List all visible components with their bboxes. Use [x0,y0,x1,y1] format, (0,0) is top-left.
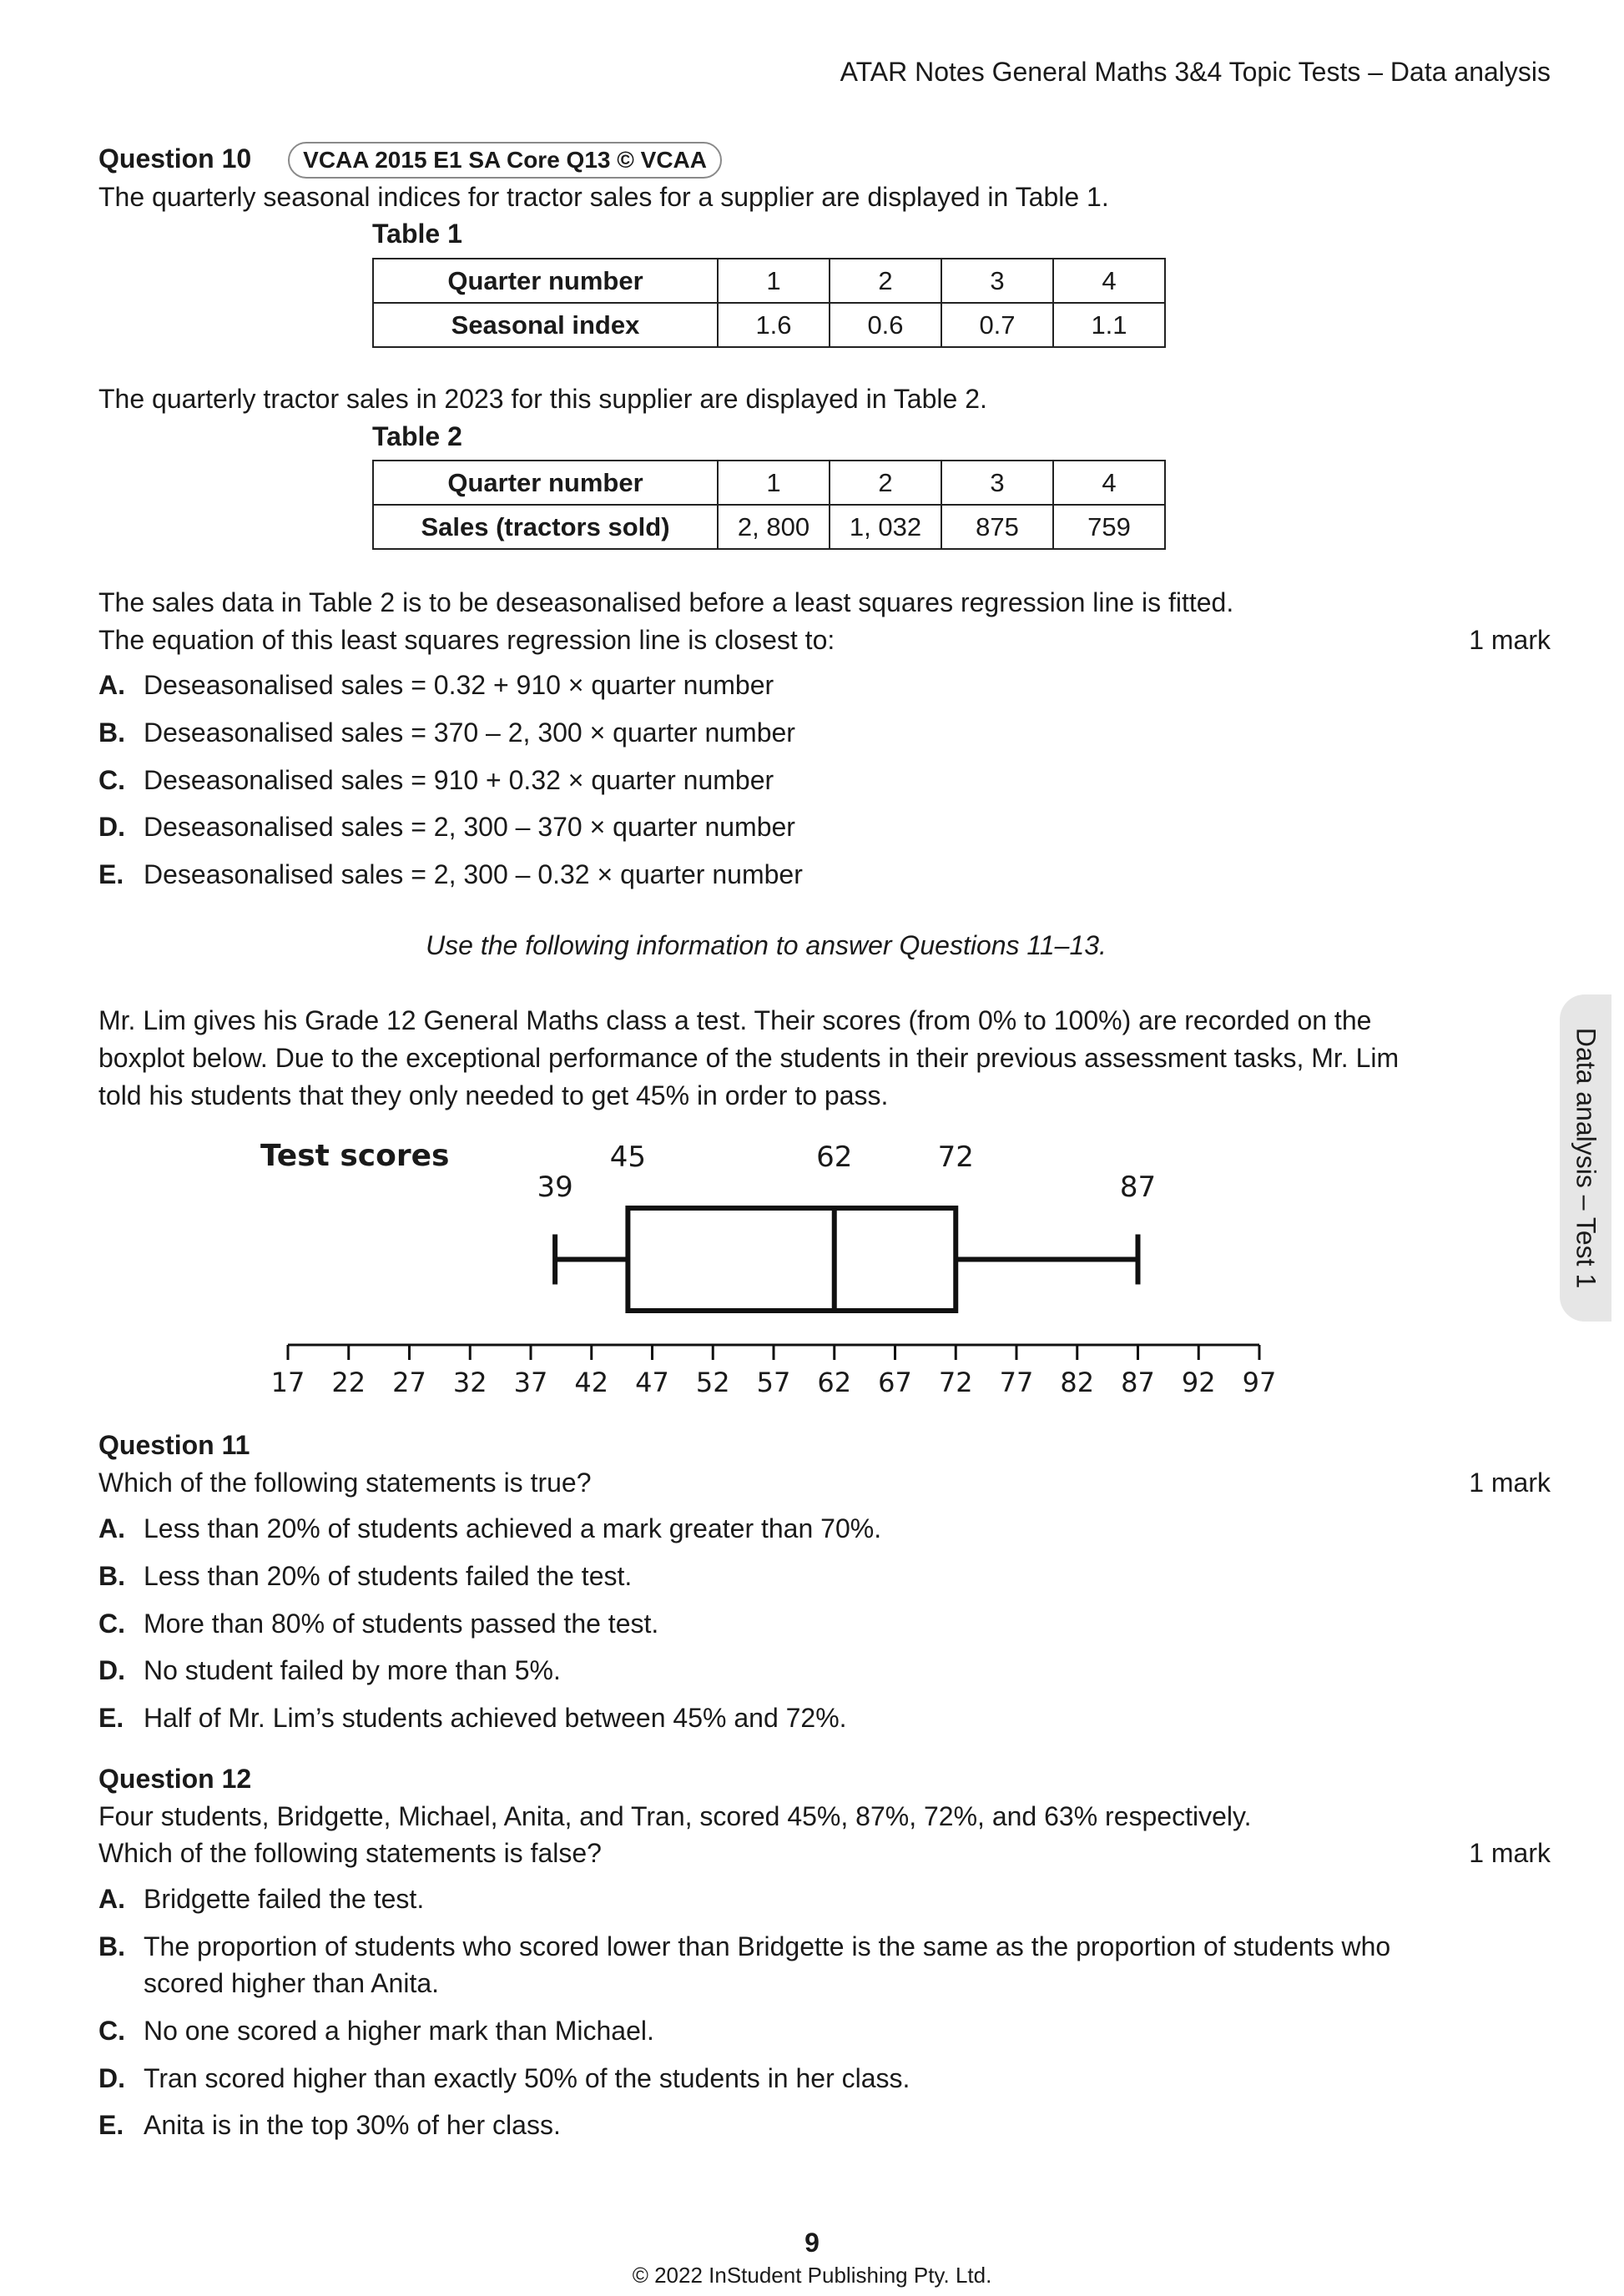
table-cell: 4 [1053,461,1165,505]
option-letter: C. [98,765,125,795]
option-b[interactable] [98,716,795,749]
option-letter: E. [98,859,124,889]
question-10-heading [98,142,722,179]
tick-label: 82 [1060,1367,1095,1398]
table-cell: Quarter number [373,461,718,505]
option-letter: C. [98,2016,125,2046]
chart-title: Test scores [260,1139,450,1173]
option-letter: E. [98,2110,124,2140]
option-text: Deseasonalised sales = 0.32 + 910 × quarter number [144,670,774,700]
test-scores-boxplot [0,1118,1624,1418]
option-text: Less than 20% of students failed the test. [144,1561,633,1591]
option-b[interactable] [98,1559,632,1593]
option-letter: B. [98,718,125,748]
median-label: 62 [816,1140,853,1174]
option-text: Deseasonalised sales = 370 – 2, 300 × quarter number [144,718,795,748]
question-12-prompt: Which of the following statements is false? [98,1838,602,1868]
table-cell: 0.7 [941,303,1053,347]
table-cell: 875 [941,505,1053,549]
option-c[interactable] [98,763,774,797]
info-paragraph-line-2: boxplot below. Due to the exceptional performance of the students in their previous assessment tasks, Mr. Lim [98,1043,1400,1073]
tick-label: 22 [331,1367,366,1398]
option-text: Bridgette failed the test. [144,1884,425,1914]
question-11-prompt: Which of the following statements is true? [98,1468,592,1498]
q1-label: 45 [609,1140,647,1174]
table-cell: 1.6 [718,303,830,347]
tick-label: 17 [270,1367,305,1398]
option-letter: E. [98,1703,124,1733]
info-paragraph-line-1: Mr. Lim gives his Grade 12 General Maths class a test. Their scores (from 0% to 100%) are recorded on the [98,1005,1372,1035]
side-tab-label: Data analysis – Test 1 [1571,1027,1601,1289]
tick-label: 57 [756,1367,791,1398]
table-2-caption: Table 2 [372,421,462,451]
tick-label: 52 [695,1367,730,1398]
table-cell: 759 [1053,505,1165,549]
table-2-row-sales [373,505,1165,549]
option-text: Half of Mr. Lim’s students achieved between 45% and 72%. [144,1703,847,1733]
table-2-row-quarter [373,461,1165,505]
table-1 [372,258,1166,348]
question-11-mark: 1 mark [1469,1468,1551,1498]
option-d[interactable] [98,810,795,843]
option-text: More than 80% of students passed the test. [144,1609,659,1639]
option-a[interactable] [98,668,774,702]
option-c[interactable] [98,2014,654,2047]
interquartile-box [628,1208,956,1311]
table-1-row-index [373,303,1165,347]
x-axis [271,1345,1277,1398]
table-cell: 4 [1053,259,1165,303]
table-cell: Quarter number [373,259,718,303]
tick-label: 97 [1242,1367,1277,1398]
table-2 [372,460,1166,550]
table-1-row-quarter [373,259,1165,303]
tick-label: 32 [452,1367,487,1398]
question-10-source-badge: VCAA 2015 E1 SA Core Q13 © VCAA [288,142,722,179]
question-10-intro-2: The quarterly tractor sales in 2023 for this supplier are displayed in Table 2. [98,384,987,414]
page-number: 9 [804,2228,820,2258]
tick-label: 62 [817,1367,852,1398]
option-letter: C. [98,1609,125,1639]
table-cell: 0.6 [830,303,941,347]
option-text: The proportion of students who scored lower than Bridgette is the same as the proportion of students who [144,1931,1391,1961]
question-10-line-2: The equation of this least squares regression line is closest to: [98,625,835,655]
tick-label: 42 [574,1367,609,1398]
tick-label: 37 [513,1367,548,1398]
table-cell: 3 [941,461,1053,505]
info-paragraph-line-3: told his students that they only needed to get 45% in order to pass. [98,1080,889,1110]
option-letter: D. [98,1655,125,1685]
table-cell: Seasonal index [373,303,718,347]
tick-label: 67 [878,1367,912,1398]
option-text: No student failed by more than 5%. [144,1655,561,1685]
option-text: Tran scored higher than exactly 50% of the students in her class. [144,2063,910,2093]
table-cell: 2 [830,461,941,505]
running-header: ATAR Notes General Maths 3&4 Topic Tests – Data analysis [840,57,1551,87]
table-cell: 1.1 [1053,303,1165,347]
question-11-title: Question 11 [98,1430,250,1460]
table-cell: 1 [718,259,830,303]
tick-label: 77 [999,1367,1034,1398]
table-cell: 1 [718,461,830,505]
option-b[interactable] [98,1930,1390,1963]
table-cell: 3 [941,259,1053,303]
option-text: Deseasonalised sales = 910 + 0.32 × quarter number [144,765,774,795]
option-text: Deseasonalised sales = 2, 300 – 0.32 × quarter number [144,859,803,889]
option-b-continued: scored higher than Anita. [144,1968,440,1998]
table-1-caption: Table 1 [372,219,462,249]
option-letter: A. [98,670,125,700]
option-c[interactable] [98,1607,658,1640]
tick-label: 27 [392,1367,426,1398]
question-10-intro: The quarterly seasonal indices for tractor sales for a supplier are displayed in Table 1. [98,182,1109,212]
option-text: Anita is in the top 30% of her class. [144,2110,561,2140]
option-e[interactable] [98,2108,561,2142]
copyright-notice: © 2022 InStudent Publishing Pty. Ltd. [632,2263,992,2288]
table-cell: 1, 032 [830,505,941,549]
shared-info-instruction: Use the following information to answer Questions 11–13. [426,930,1107,960]
table-cell: Sales (tractors sold) [373,505,718,549]
table-cell: 2 [830,259,941,303]
option-a[interactable] [98,1882,424,1916]
question-12-intro: Four students, Bridgette, Michael, Anita, and Tran, scored 45%, 87%, 72%, and 63% respectively. [98,1801,1252,1831]
question-12-mark: 1 mark [1469,1838,1551,1868]
option-e[interactable] [98,858,803,891]
question-10-title: Question 10 [98,144,252,174]
option-letter: A. [98,1513,125,1543]
table-cell: 2, 800 [718,505,830,549]
max-label: 87 [1119,1171,1157,1204]
tick-label: 92 [1181,1367,1216,1398]
option-e[interactable] [98,1701,847,1735]
boxplot-body [537,1140,1156,1311]
option-text: No one scored a higher mark than Michael. [144,2016,654,2046]
tick-label: 72 [938,1367,973,1398]
question-12-title: Question 12 [98,1764,252,1794]
option-letter: A. [98,1884,125,1914]
question-10-line-1: The sales data in Table 2 is to be deseasonalised before a least squares regression line is fitted. [98,587,1234,617]
min-label: 39 [537,1171,573,1204]
option-text: Deseasonalised sales = 2, 300 – 370 × quarter number [144,812,795,842]
option-a[interactable] [98,1512,881,1545]
tick-label: 47 [635,1367,669,1398]
q3-label: 72 [937,1140,974,1174]
option-letter: D. [98,812,125,842]
option-text: Less than 20% of students achieved a mark greater than 70%. [144,1513,882,1543]
option-letter: B. [98,1931,125,1961]
tick-label: 87 [1121,1367,1155,1398]
option-letter: D. [98,2063,125,2093]
option-d[interactable] [98,2062,910,2095]
question-10-mark: 1 mark [1469,625,1551,655]
option-letter: B. [98,1561,125,1591]
option-d[interactable] [98,1654,561,1687]
